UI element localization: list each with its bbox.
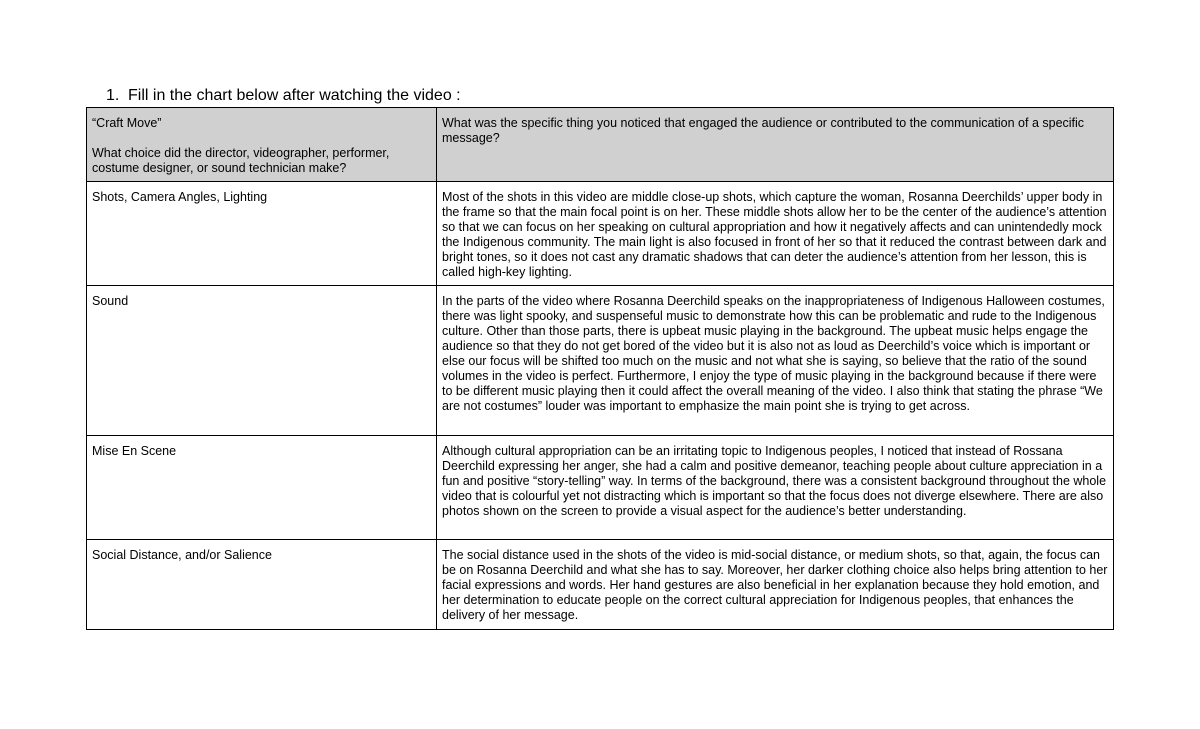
row-label-mise-en-scene: Mise En Scene	[87, 436, 437, 540]
question-text: Fill in the chart below after watching the video :	[128, 87, 461, 104]
row-text-shots: Most of the shots in this video are middle close-up shots, which capture the woman, Rosanna Deerchilds’ upper body in the frame so that the main focal point is on her. These middle shots allow her to be the center of the audience’s attention so that we can focus on her speaking on cultural appropriation and how it negatively affects and can unintendedly mock the Indigenous community. The main light is also focused in front of her so that it reduced the contrast between dark and bright tones, so it does not cast any dramatic shadows that can deter the audience’s attention from her lesson, this is called high-key lighting.	[437, 182, 1114, 286]
row-label-social-distance: Social Distance, and/or Salience	[87, 540, 437, 630]
header-craft-move-subtitle: What choice did the director, videographer, performer, costume designer, or sound technician make?	[92, 146, 390, 175]
row-label-sound: Sound	[87, 286, 437, 436]
table-row	[87, 182, 1114, 286]
question-heading	[106, 86, 461, 106]
table-row	[87, 540, 1114, 630]
table-header-row	[87, 108, 1114, 182]
header-craft-move-title: “Craft Move”	[92, 116, 162, 130]
row-text-social-distance: The social distance used in the shots of the video is mid-social distance, or medium shots, so that, again, the focus can be on Rosanna Deerchild and what she has to say. Moreover, her darker clothing choice also helps bring attention to her facial expressions and words. Her hand gestures are also beneficial in her explanation because they hold emotion, and her determination to educate people on the correct cultural appreciation for Indigenous peoples, that enhances the delivery of her message.	[437, 540, 1114, 630]
question-number: 1.	[106, 87, 120, 104]
header-cell-observation: What was the specific thing you noticed that engaged the audience or contributed to the communication of a specific message?	[437, 108, 1114, 182]
craft-move-chart	[86, 107, 1114, 630]
row-label-shots: Shots, Camera Angles, Lighting	[87, 182, 437, 286]
header-cell-craft-move	[87, 108, 437, 182]
table-row	[87, 286, 1114, 436]
row-text-sound: In the parts of the video where Rosanna Deerchild speaks on the inappropriateness of Indigenous Halloween costumes, there was light spooky, and suspenseful music to demonstrate how this can be problematic and rude to the Indigenous culture. Other than those parts, there is upbeat music playing in the background. The upbeat music helps engage the audience so that they do not get bored of the video but it is also not as loud as Deerchild’s voice which is important or else our focus will be shifted too much on the music and not what she is saying, so believe that the ratio of the sound volumes in the video is perfect. Furthermore, I enjoy the type of music playing in the background because if there were to be different music playing then it could affect the overall meaning of the video. I also think that stating the phrase “We are not costumes” louder was important to emphasize the main point she is trying to get across.	[437, 286, 1114, 436]
row-text-mise-en-scene: Although cultural appropriation can be an irritating topic to Indigenous peoples, I noticed that instead of Rossana Deerchild expressing her anger, she had a calm and positive demeanor, teaching people about culture appreciation in a fun and positive “story-telling” way. In terms of the background, there was a consistent background throughout the whole video that is colourful yet not distracting which is important so that the focus does not diverge elsewhere. There are also photos shown on the screen to provide a visual aspect for the audience’s better understanding.	[437, 436, 1114, 540]
table-row	[87, 436, 1114, 540]
